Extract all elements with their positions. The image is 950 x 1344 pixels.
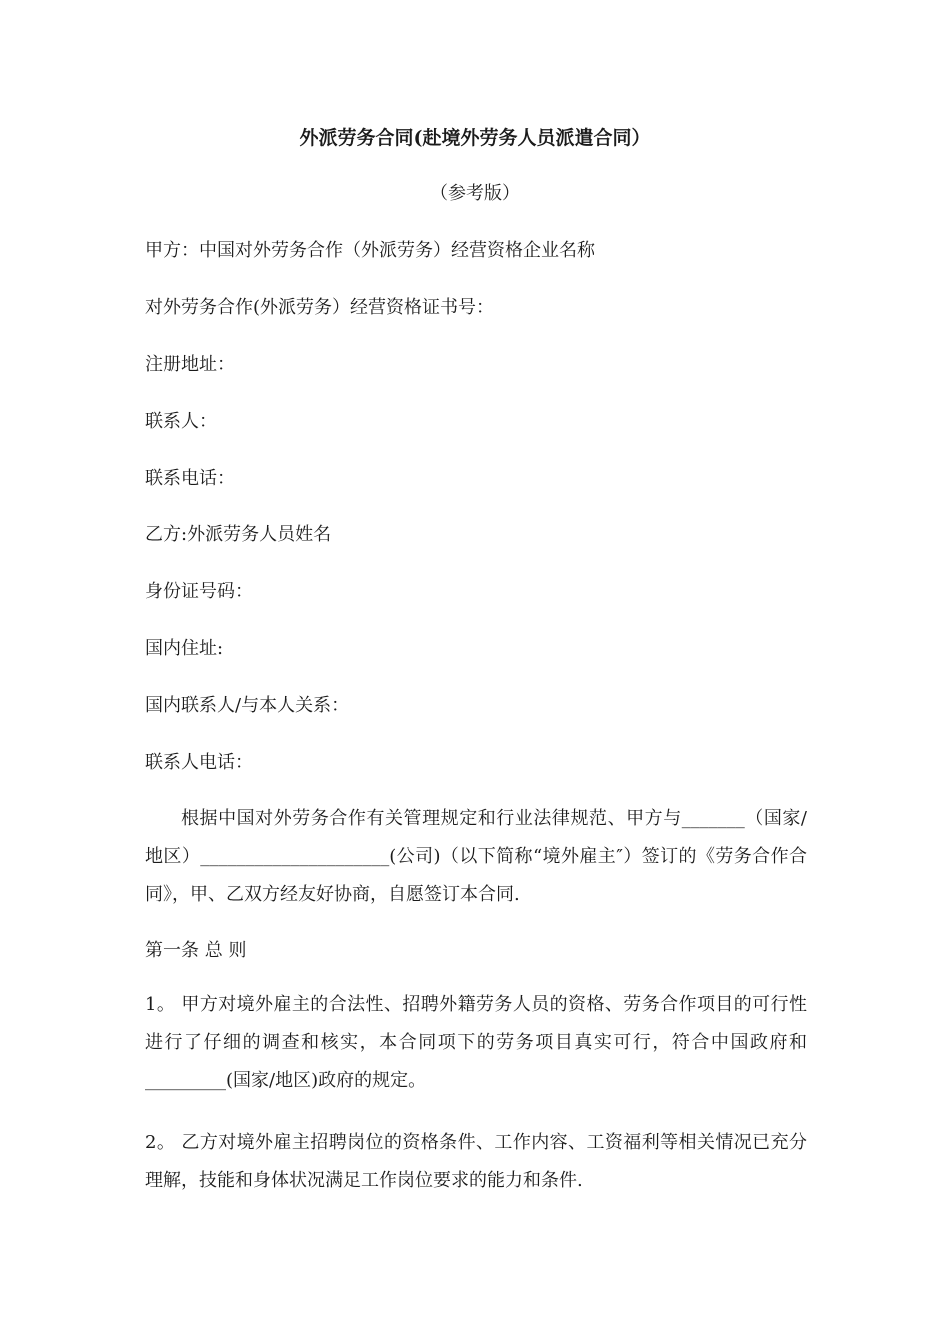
party-b-phone: 联系人电话： bbox=[145, 752, 253, 773]
party-b-relative: 国内联系人/与本人关系： bbox=[145, 695, 350, 716]
article-1-clause-1: 1。 甲方对境外雇主的合法性、招聘外籍劳务人员的资格、劳务合作项目的可行性进行了仔细的调查和核实，本合同项下的劳务项目真实可行，符合中国政府和_________(国家/地区)政府的规定。 bbox=[145, 994, 807, 1091]
preamble-paragraph: 根据中国对外劳务合作有关管理规定和行业法律规范、甲方与_______（国家/地区）_____________________(公司)（以下简称“境外雇主″）签订的《劳务合作合同》，甲、乙双方经友好协商，自愿签订本合同. bbox=[145, 808, 807, 905]
party-a-address: 注册地址： bbox=[145, 354, 235, 375]
party-b-name: 乙方:外派劳务人员姓名 bbox=[145, 524, 332, 545]
article-1-heading: 第一条 总 则 bbox=[145, 940, 247, 961]
party-a-name: 甲方：中国对外劳务合作（外派劳务）经营资格企业名称 bbox=[145, 240, 595, 261]
document-title: 外派劳务合同(赴境外劳务人员派遣合同） bbox=[299, 127, 651, 149]
party-b-address: 国内住址: bbox=[145, 638, 224, 659]
party-a-contact: 联系人： bbox=[145, 411, 217, 432]
article-1-clause-2: 2。 乙方对境外雇主招聘岗位的资格条件、工作内容、工资福利等相关情况已充分理解，技能和身体状况满足工作岗位要求的能力和条件. bbox=[145, 1132, 807, 1191]
document-subtitle: （参考版） bbox=[430, 183, 520, 204]
party-a-phone: 联系电话： bbox=[145, 468, 235, 489]
party-b-id: 身份证号码： bbox=[145, 581, 253, 602]
party-a-license: 对外劳务合作(外派劳务）经营资格证书号： bbox=[145, 297, 495, 318]
